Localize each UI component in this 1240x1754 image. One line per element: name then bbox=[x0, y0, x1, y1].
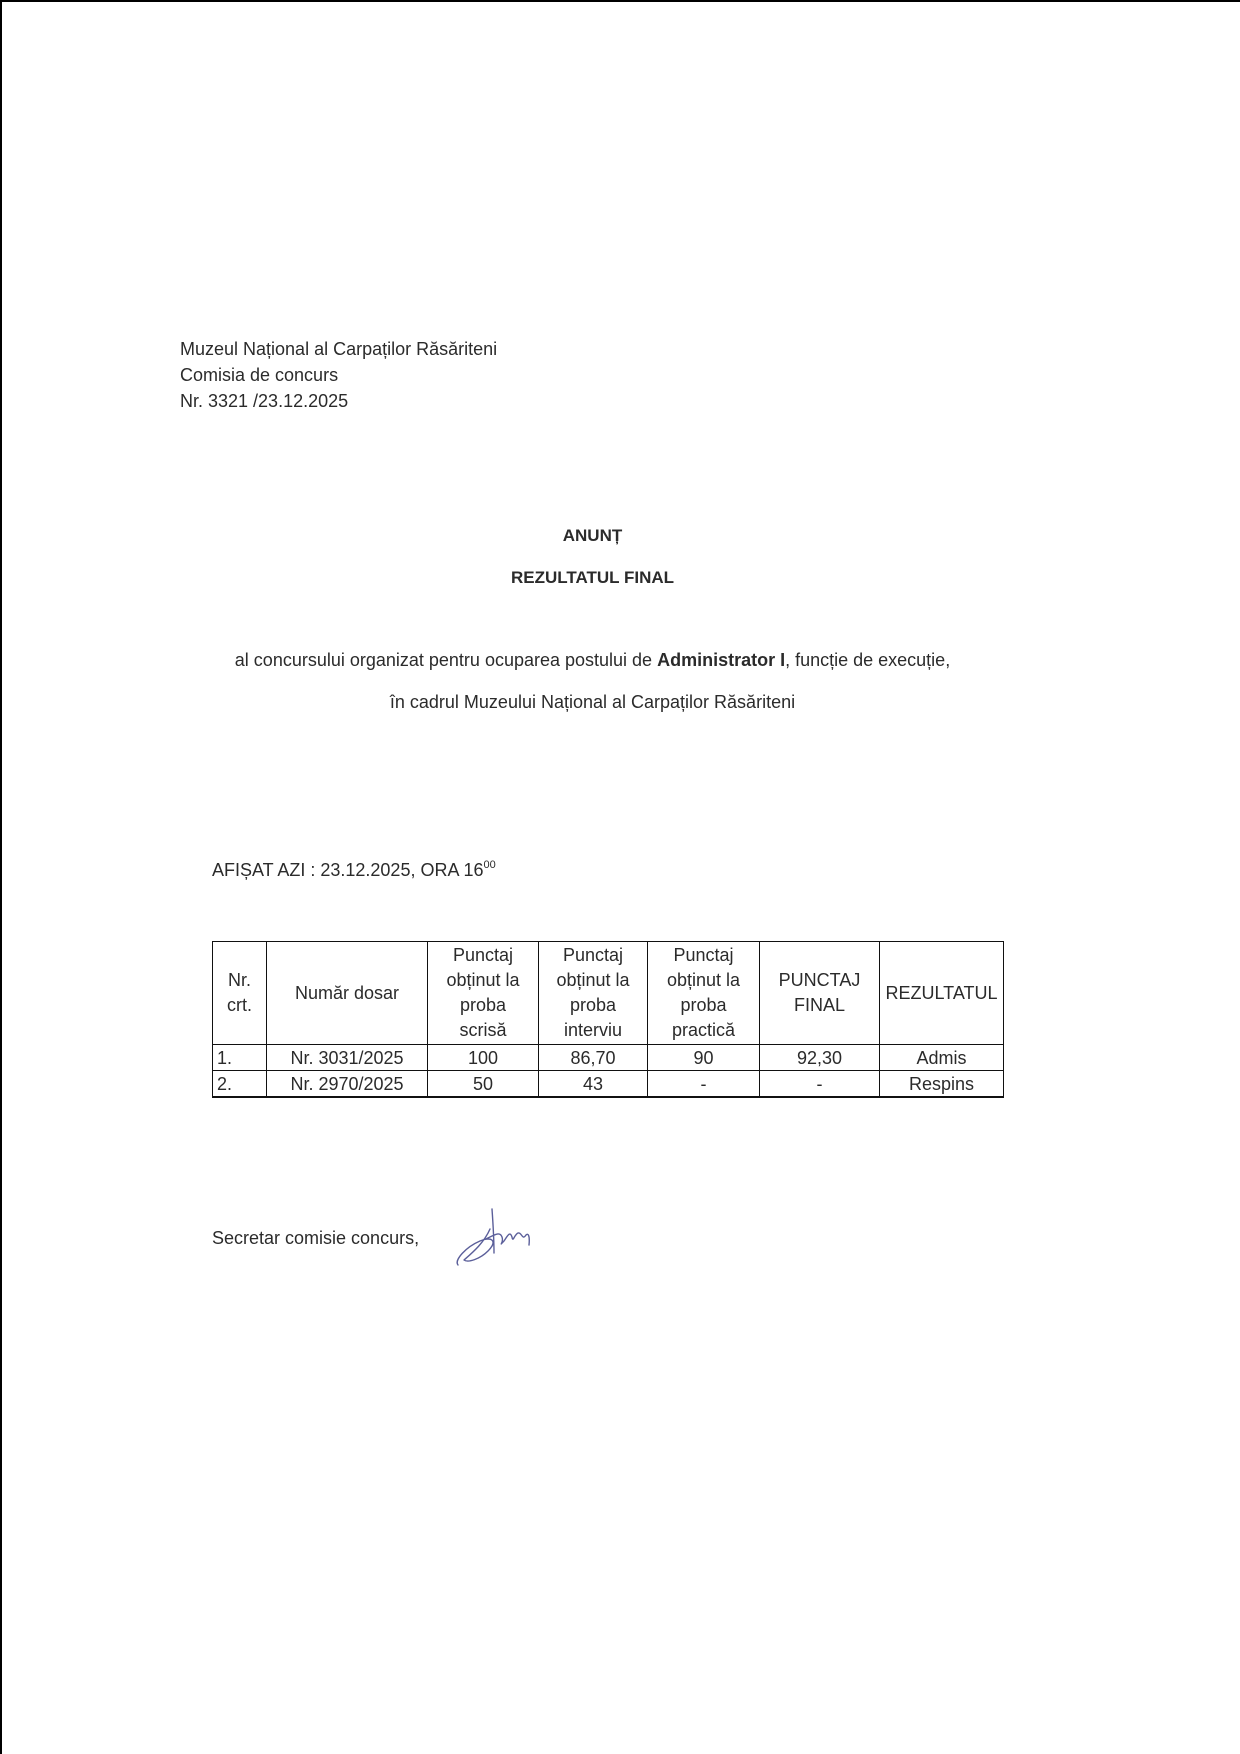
header-numar-dosar: Număr dosar bbox=[267, 942, 428, 1045]
cell-rezultat: Admis bbox=[880, 1045, 1004, 1071]
cell-dosar: Nr. 2970/2025 bbox=[267, 1071, 428, 1098]
cell-nr: 2. bbox=[213, 1071, 267, 1098]
cell-scrisa: 50 bbox=[428, 1071, 539, 1098]
page-border-top bbox=[0, 0, 1240, 2]
page-border-left bbox=[0, 0, 2, 1754]
header-proba-interviu: Punctaj obținut la proba interviu bbox=[539, 942, 648, 1045]
registration-number: Nr. 3321 /23.12.2025 bbox=[180, 391, 349, 411]
intro-suffix: , funcție de execuție, bbox=[785, 650, 951, 670]
handwritten-signature bbox=[452, 1205, 542, 1270]
department-name: Comisia de concurs bbox=[180, 365, 339, 385]
table-row bbox=[213, 1071, 1004, 1098]
header-rezultatul: REZULTATUL bbox=[880, 942, 1004, 1045]
intro-line-2: în cadrul Muzeului Național al Carpaților Răsăriteni bbox=[389, 692, 796, 712]
header-punctaj-final: PUNCTAJ FINAL bbox=[760, 942, 880, 1045]
header-nr-crt: Nr. crt. bbox=[213, 942, 267, 1045]
posted-label: AFIȘAT AZI : 23.12.2025, ORA 16 bbox=[212, 860, 484, 880]
signature-label: Secretar comisie concurs, bbox=[212, 1228, 420, 1248]
cell-nr: 1. bbox=[213, 1045, 267, 1071]
cell-dosar: Nr. 3031/2025 bbox=[267, 1045, 428, 1071]
cell-scrisa: 100 bbox=[428, 1045, 539, 1071]
cell-interviu: 86,70 bbox=[539, 1045, 648, 1071]
cell-final: - bbox=[760, 1071, 880, 1098]
header-proba-scrisa: Punctaj obținut la proba scrisă bbox=[428, 942, 539, 1045]
intro-prefix: al concursului organizat pentru ocuparea postului de bbox=[234, 650, 658, 670]
announcement-subtitle: REZULTATUL FINAL bbox=[510, 568, 675, 587]
cell-practica: - bbox=[648, 1071, 760, 1098]
cell-practica: 90 bbox=[648, 1045, 760, 1071]
document-header bbox=[180, 336, 497, 414]
signature-stroke bbox=[457, 1209, 529, 1265]
cell-final: 92,30 bbox=[760, 1045, 880, 1071]
posted-date bbox=[212, 860, 496, 881]
posted-minutes: 00 bbox=[483, 859, 496, 871]
intro-line-1 bbox=[0, 650, 1185, 671]
position-name: Administrator I bbox=[657, 650, 786, 670]
cell-rezultat: Respins bbox=[880, 1071, 1004, 1098]
results-table bbox=[212, 941, 1004, 1098]
announcement-title: ANUNȚ bbox=[562, 526, 623, 545]
table-row bbox=[213, 1045, 1004, 1071]
header-proba-practica: Punctaj obținut la proba practică bbox=[648, 942, 760, 1045]
table-header-row bbox=[213, 942, 1004, 1045]
cell-interviu: 43 bbox=[539, 1071, 648, 1098]
institution-name: Muzeul Național al Carpaților Răsăriteni bbox=[180, 339, 498, 359]
